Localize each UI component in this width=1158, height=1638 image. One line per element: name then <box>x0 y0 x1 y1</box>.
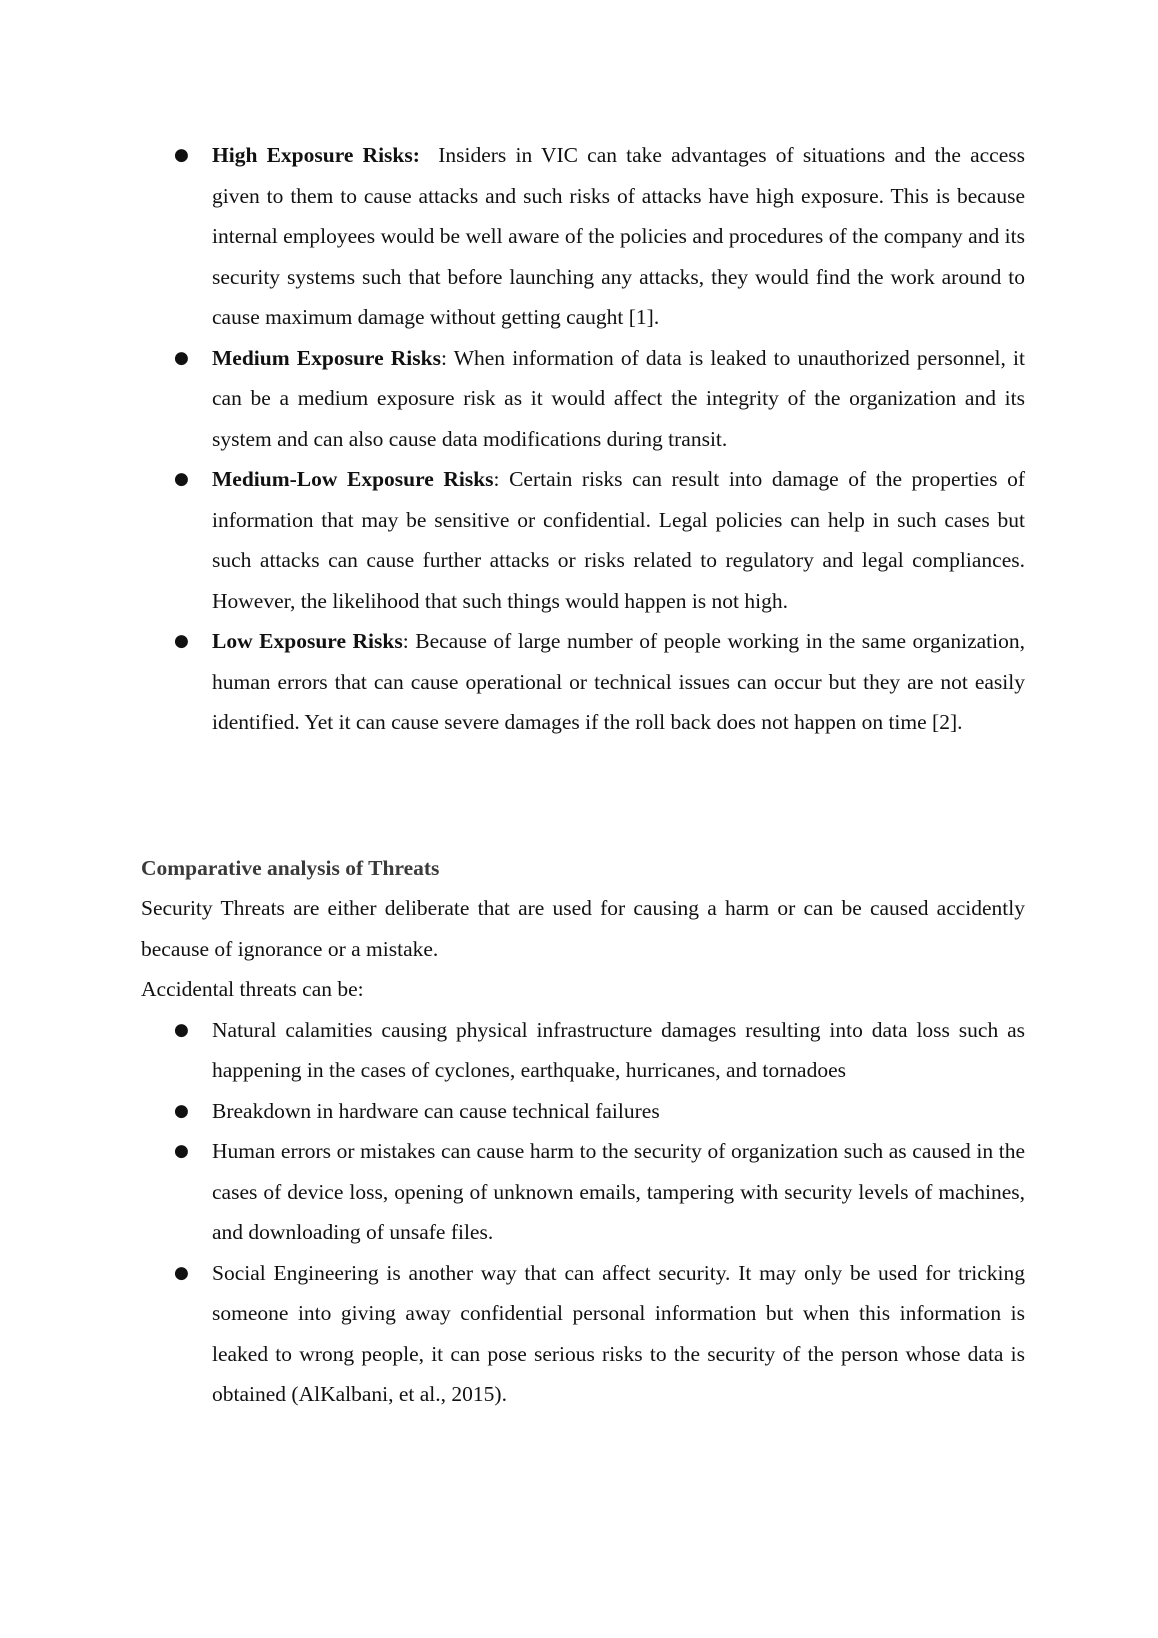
bullet-icon: ● <box>174 1100 189 1121</box>
list-item-threat <box>141 1131 1025 1253</box>
list-item-high-exposure <box>141 135 1031 338</box>
risk-text: : Because of large number of people working in the same organization, human errors that can cause operational or technical issues can occur but they are not easily identified. Yet it can cause severe damages if the roll back does not happen on time [2]. <box>212 629 1025 734</box>
list-item-threat <box>141 1253 1025 1415</box>
threat-text: Social Engineering is another way that can affect security. It may only be used for tricking someone into giving away confidential personal information but when this information is leaked to wrong people, it can pose serious risks to the security of the person whose data is obtained (AlKalbani, et al., 2015). <box>212 1260 1025 1406</box>
risk-term: Medium Exposure Risks <box>212 345 441 370</box>
accidental-threats-list <box>141 1010 1025 1415</box>
section-heading: Comparative analysis of Threats <box>141 855 440 880</box>
bullet-icon: ● <box>174 631 189 651</box>
risk-text: Insiders in VIC can take advantages of situations and the access given to them to cause attacks and such risks of attacks have high exposure. This is because internal employees would be well aware of the policies and procedures of the company and its security systems such that before launching any attacks, they would find the work around to cause maximum damage without getting caught [1]. <box>212 143 1031 329</box>
risk-term: High Exposure Risks: <box>212 143 420 167</box>
risk-text: : Certain risks can result into damage of the properties of information that may be sensitive or confidential. Legal policies can help in such cases but such attacks can cause further attacks or risks related to regulatory and legal compliances. However, the likelihood that such things would happen is not high. <box>212 467 1025 613</box>
bullet-icon: ● <box>174 1019 189 1040</box>
list-item-threat <box>141 1010 1025 1091</box>
intro-paragraph: Security Threats are either deliberate that are used for causing a harm or can be caused accidently because of ignorance or a mistake. <box>141 896 1025 961</box>
risk-term: Medium-Low Exposure Risks <box>212 467 494 491</box>
threat-text: Human errors or mistakes can cause harm to the security of organization such as caused in the cases of device loss, opening of unknown emails, tampering with security levels of machines, and downloading of unsafe files. <box>212 1139 1025 1244</box>
list-item-threat <box>141 1091 1025 1132</box>
risk-text: : When information of data is leaked to unauthorized personnel, it can be a medium exposure risk as it would affect the integrity of the organization and its system and can also cause data modifications during transit. <box>212 345 1025 451</box>
bullet-icon: ● <box>174 1262 189 1283</box>
page-content <box>141 135 1031 1415</box>
list-item-low-exposure <box>141 621 1025 743</box>
list-item-medium-exposure <box>141 338 1025 460</box>
exposure-risks-list <box>141 135 1031 743</box>
bullet-icon: ● <box>174 1141 189 1161</box>
bullet-icon: ● <box>174 347 189 368</box>
lead-paragraph: Accidental threats can be: <box>141 977 364 1001</box>
bullet-icon: ● <box>174 469 189 489</box>
bullet-icon: ● <box>174 145 189 165</box>
threat-text: Natural calamities causing physical infrastructure damages resulting into data loss such as happening in the cases of cyclones, earthquake, hurricanes, and tornadoes <box>212 1017 1025 1082</box>
list-item-medium-low-exposure <box>141 459 1025 621</box>
spacer <box>141 743 1025 848</box>
risk-term: Low Exposure Risks <box>212 629 403 653</box>
threat-text: Breakdown in hardware can cause technical failures <box>212 1098 660 1123</box>
